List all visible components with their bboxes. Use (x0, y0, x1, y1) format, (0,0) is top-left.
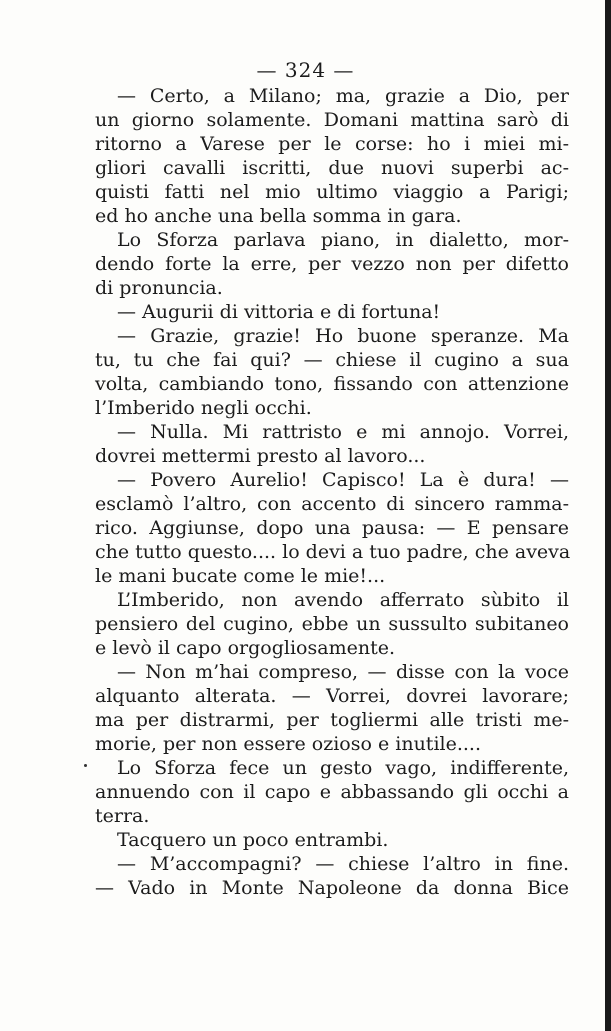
text-line: le mani bucate come le mie!... (95, 565, 386, 587)
text-line: terra. (95, 805, 150, 827)
margin-speck (84, 764, 87, 767)
text-line: l’Imberido negli occhi. (95, 397, 312, 419)
text-line: — Povero Aurelio! Capisco! La è dura! — (117, 469, 569, 491)
text-line: ritorno a Varese per le corse: ho i miei mi- (95, 133, 569, 155)
text-line: ma per distrarmi, per togliermi alle tristi me- (95, 709, 569, 731)
text-line: morie, per non essere ozioso e inutile.... (95, 733, 481, 755)
text-line: L’Imberido, non avendo afferrato sùbito il (117, 589, 569, 611)
text-line: tu, tu che fai qui? — chiese il cugino a sua (95, 349, 569, 371)
text-line: — Nulla. Mi rattristo e mi annojo. Vorrei, (117, 421, 569, 443)
text-line: — M’accompagni? — chiese l’altro in fine. (117, 853, 569, 875)
text-line: ed ho anche una bella somma in gara. (95, 205, 462, 227)
text-line: dovrei mettermi presto al lavoro... (95, 445, 426, 467)
text-line: — Non m’hai compreso, — disse con la voce (117, 661, 569, 683)
body-text (95, 84, 569, 900)
text-line: — Certo, a Milano; ma, grazie a Dio, per (117, 85, 569, 107)
text-line: pensiero del cugino, ebbe un sussulto subitaneo (95, 613, 569, 635)
text-line: un giorno solamente. Domani mattina sarò di (95, 109, 569, 131)
text-line: esclamò l’altro, con accento di sincero ramma- (95, 493, 569, 515)
text-line: dendo forte la erre, per vezzo non per difetto (95, 253, 569, 275)
text-line: che tutto questo.... lo devi a tuo padre, che aveva (95, 541, 571, 563)
page-edge-shadow (605, 0, 611, 1031)
text-line: Lo Sforza fece un gesto vago, indifferente, (117, 757, 569, 779)
text-line: rico. Aggiunse, dopo una pausa: — E pensare (95, 517, 569, 539)
text-line: annuendo con il capo e abbassando gli occhi a (95, 781, 569, 803)
text-line: volta, cambiando tono, fissando con attenzione (95, 373, 569, 395)
page-number: — 324 — (256, 58, 355, 82)
text-line: — Grazie, grazie! Ho buone speranze. Ma (117, 325, 569, 347)
text-line: di pronuncia. (95, 277, 223, 299)
text-line: alquanto alterata. — Vorrei, dovrei lavorare; (95, 685, 569, 707)
text-line: quisti fatti nel mio ultimo viaggio a Parigi; (95, 181, 569, 203)
text-line: — Vado in Monte Napoleone da donna Bice (95, 877, 569, 899)
text-line: gliori cavalli iscritti, due nuovi superbi ac- (95, 157, 569, 179)
text-line: Tacquero un poco entrambi. (117, 829, 389, 851)
text-line: e levò il capo orgogliosamente. (95, 637, 395, 659)
text-line: — Augurii di vittoria e di fortuna! (117, 301, 441, 323)
text-line: Lo Sforza parlava piano, in dialetto, mor- (117, 229, 569, 251)
